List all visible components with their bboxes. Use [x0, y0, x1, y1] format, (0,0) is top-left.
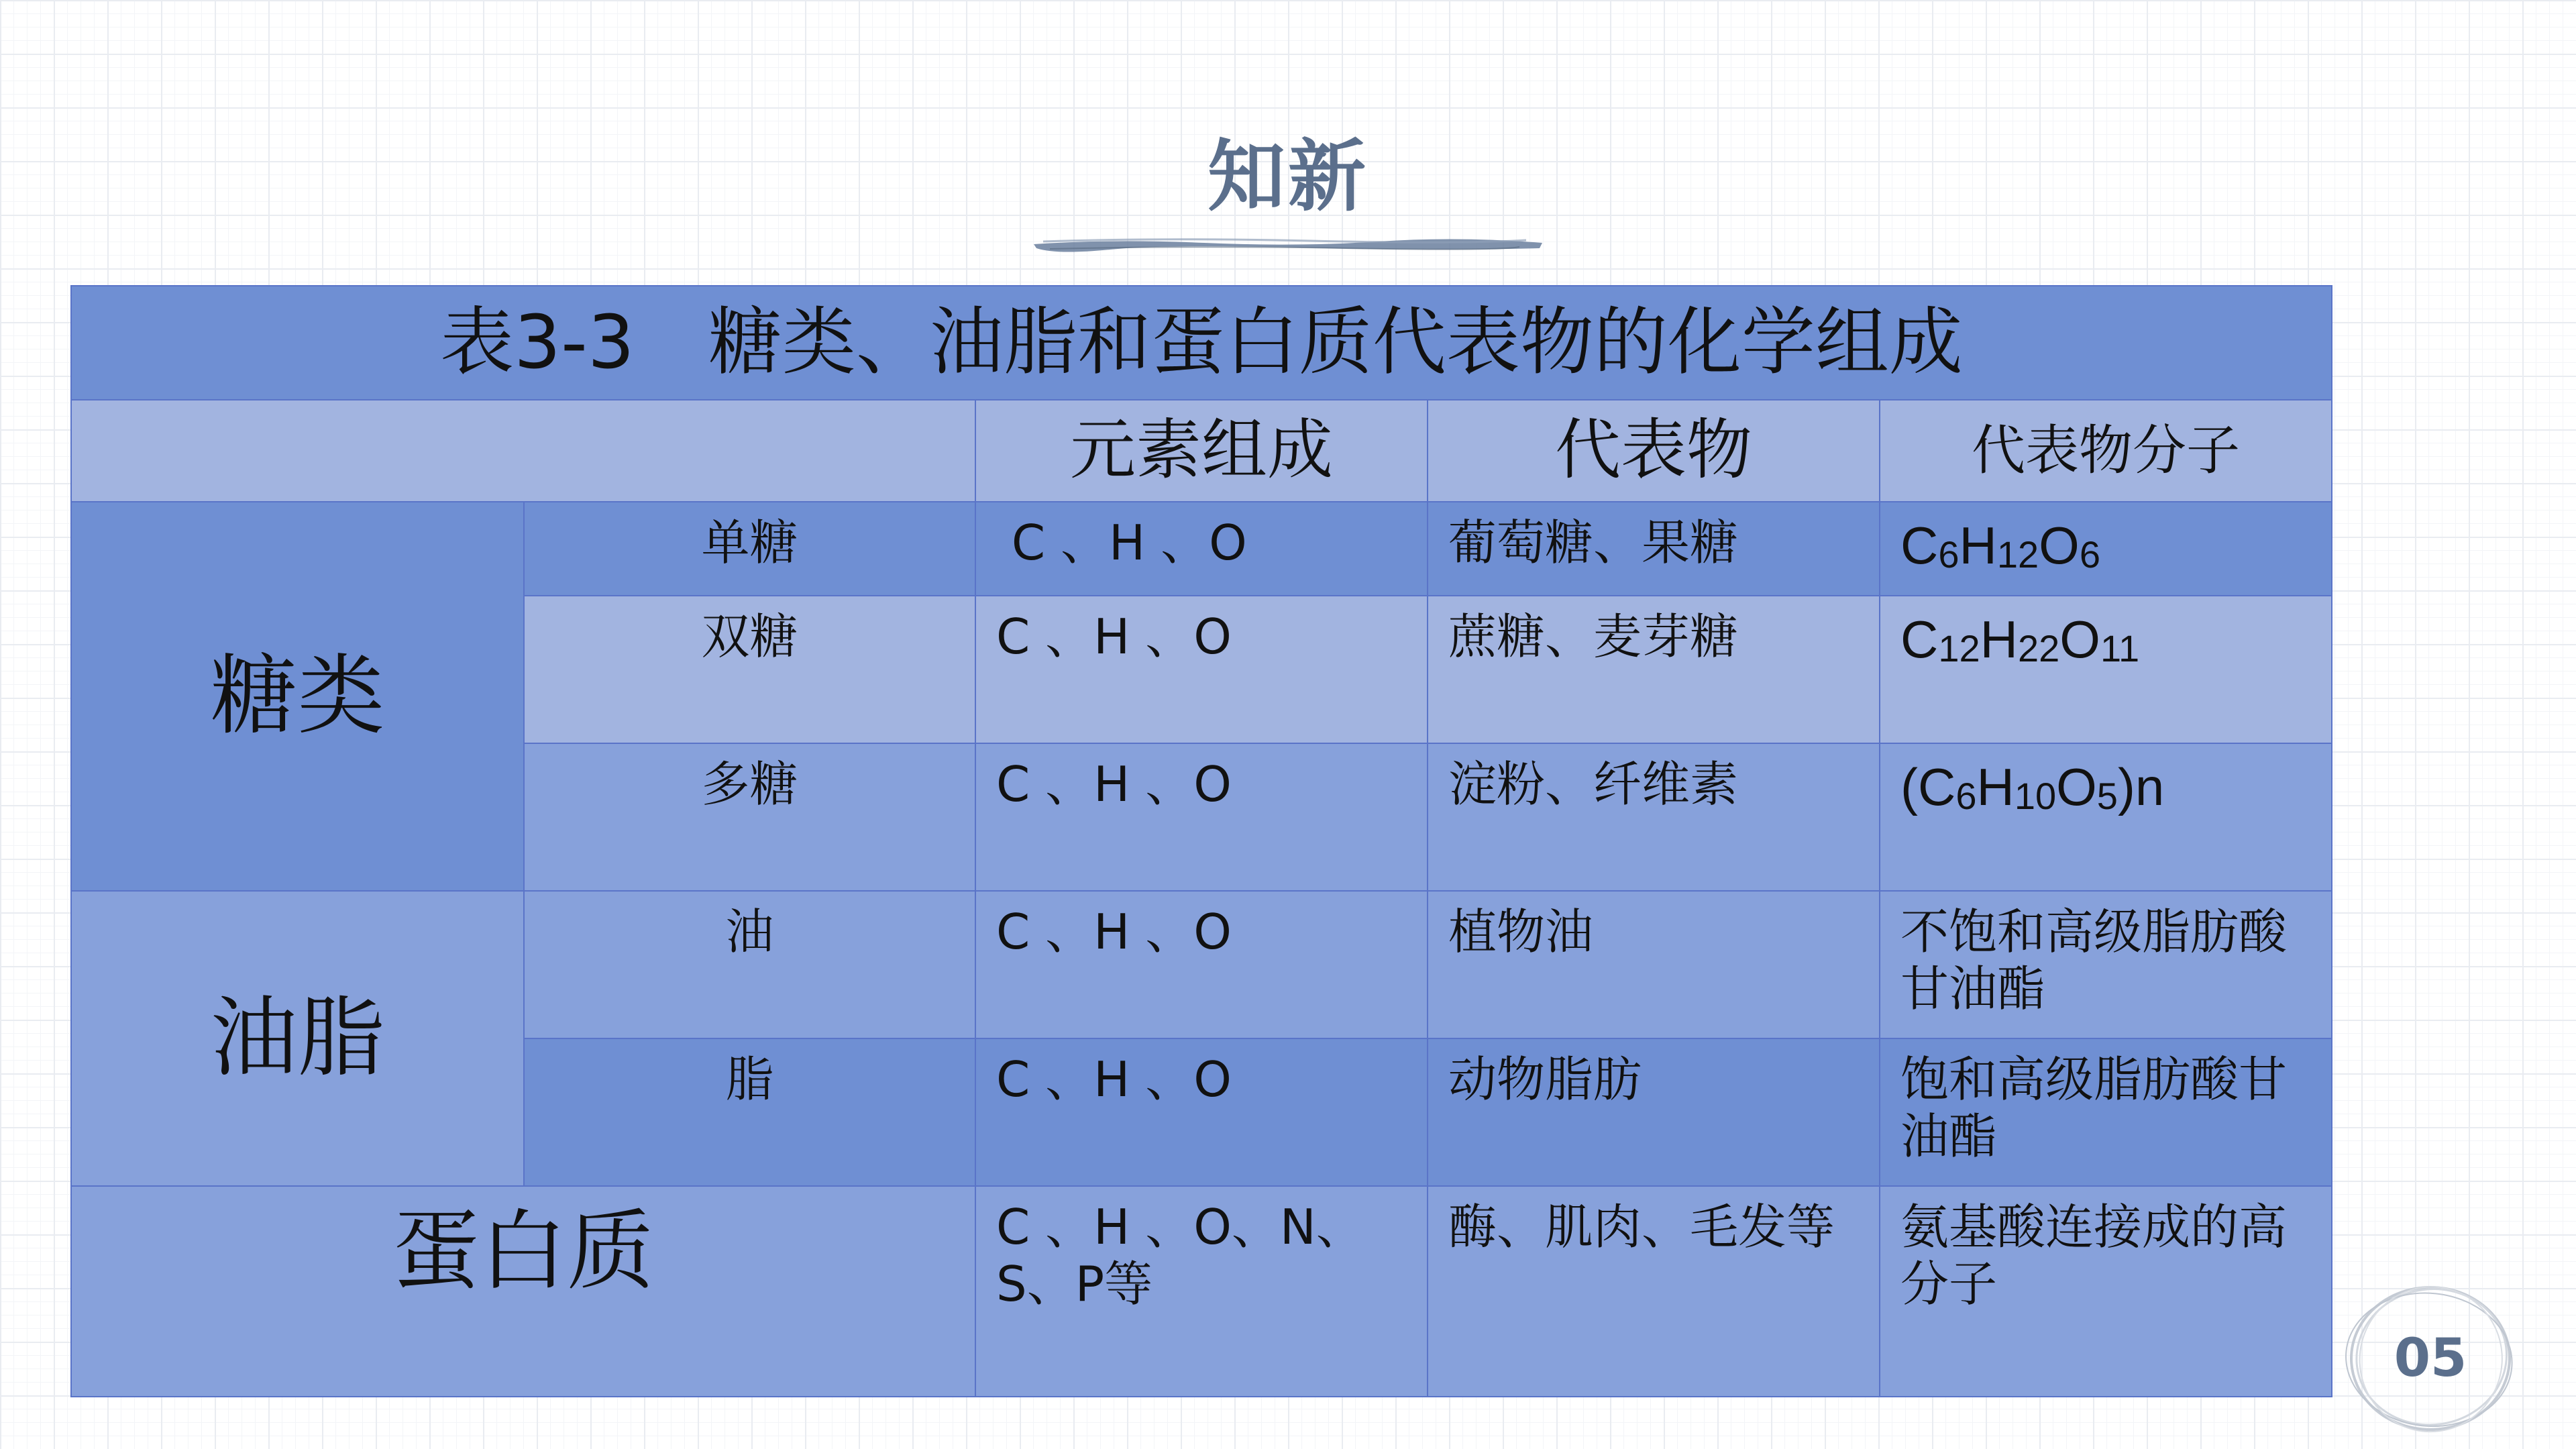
elements-cell: C 、H 、O: [975, 596, 1428, 743]
subcategory-cell: 油: [524, 891, 975, 1038]
formula-cell: $C_{12}H_{22}O_{11}$: [1880, 596, 2332, 743]
page-title: 知新: [1208, 131, 1368, 222]
header-molecule: 代表物分子: [1880, 400, 2332, 502]
representative-cell: 动物脂肪: [1428, 1038, 1880, 1186]
subcategory-cell: 脂: [524, 1038, 975, 1186]
formula-cell: $C_6H_{12}O_6$: [1880, 502, 2332, 596]
representative-cell: 酶、肌肉、毛发等: [1428, 1186, 1880, 1397]
elements-cell: C 、H 、O: [975, 502, 1428, 596]
elements-cell: C 、H 、O: [975, 891, 1428, 1038]
header-empty-cell: [71, 400, 975, 502]
elements-cell: C 、H 、O: [975, 1038, 1428, 1186]
composition-table: [70, 285, 2331, 1396]
representative-cell: 淀粉、纤维素: [1428, 743, 1880, 891]
molecule-cell: 饱和高级脂肪酸甘油酯: [1880, 1038, 2332, 1186]
representative-cell: 植物油: [1428, 891, 1880, 1038]
elements-cell: C 、H 、O、N、S、P等: [975, 1186, 1428, 1397]
brush-underline: [1030, 235, 1546, 252]
representative-cell: 葡萄糖、果糖: [1428, 502, 1880, 596]
table-title: 表3-3 糖类、油脂和蛋白质代表物的化学组成: [71, 286, 2332, 400]
formula-cell: $(C_6H_{10}O_5)n$: [1880, 743, 2332, 891]
molecule-cell: 不饱和高级脂肪酸甘油酯: [1880, 891, 2332, 1038]
header-elements: 元素组成: [975, 400, 1428, 502]
category-protein: 蛋白质: [71, 1186, 975, 1397]
subcategory-cell: 双糖: [524, 596, 975, 743]
representative-cell: 蔗糖、麦芽糖: [1428, 596, 1880, 743]
molecule-cell: 氨基酸连接成的高分子: [1880, 1186, 2332, 1397]
header-representative: 代表物: [1428, 400, 1880, 502]
subcategory-cell: 单糖: [524, 502, 975, 596]
subcategory-cell: 多糖: [524, 743, 975, 891]
page-number: 05: [2394, 1328, 2467, 1389]
category-fat: 油脂: [71, 891, 524, 1186]
category-sugar: 糖类: [71, 502, 524, 891]
elements-cell: C 、H 、O: [975, 743, 1428, 891]
